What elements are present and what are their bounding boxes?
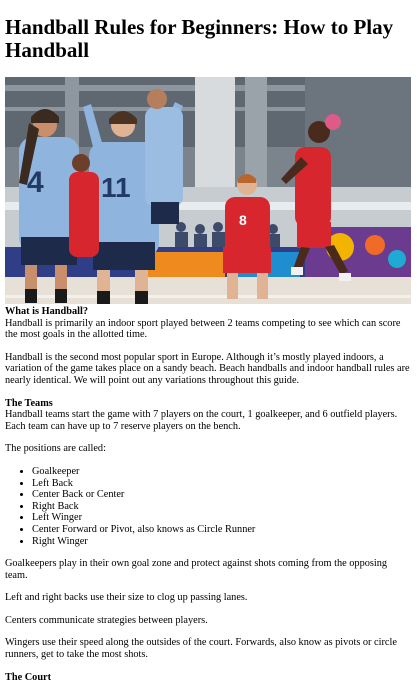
page-title: Handball Rules for Beginners: How to Play Handball — [5, 15, 394, 62]
list-item: • Left Winger — [32, 512, 412, 524]
list-item: • Center Back or Center — [32, 489, 412, 501]
paragraph: Handball is primarily an indoor sport played between 2 teams competing to see which can score the most goals in the allotted time. — [5, 317, 401, 341]
paragraph: Handball teams start the game with 7 players on the court, 1 goalkeeper, and 6 outfield players. Each team can have up to 7 reserve players on the bench. — [5, 409, 398, 432]
list-item: • Left Back — [32, 478, 412, 490]
section-heading-what-is-handball: What is Handball? — [5, 306, 88, 317]
svg-text:4: 4 — [27, 166, 44, 199]
list-item: • Goalkeeper — [32, 466, 412, 478]
paragraph: Left and right backs use their size to clog up passing lanes. — [5, 592, 248, 604]
list-item: • Right Back — [32, 501, 412, 513]
article — [0, 16, 417, 683]
svg-text:8: 8 — [239, 212, 247, 228]
paragraph: Handball is the second most popular sport in Europe. Although it’s mostly played indoors, a variation of the game takes place on a sandy beach. Beach handballs and indoor handball rules are nearly identical. We will point out any variations throughout this guide. — [5, 351, 410, 386]
section-heading-the-teams: The Teams — [5, 397, 53, 409]
paragraph: Centers communicate strategies between players. — [5, 614, 208, 626]
paragraph: Goalkeepers play in their own goal zone and protect against shots coming from the opposing team. — [5, 558, 388, 581]
svg-text:11: 11 — [101, 172, 131, 203]
list-item: • Right Winger — [32, 536, 412, 548]
section-heading-the-court: The Court — [5, 671, 52, 683]
positions-list — [5, 466, 412, 547]
paragraph: Wingers use their speed along the outsides of the court. Forwards, also know as pivots or circle runners, get to take the most shots. — [5, 637, 397, 661]
hero-image — [5, 77, 411, 304]
paragraph: The positions are called: — [5, 443, 106, 455]
list-item: • Center Forward or Pivot, also knows as Circle Runner — [32, 524, 412, 536]
